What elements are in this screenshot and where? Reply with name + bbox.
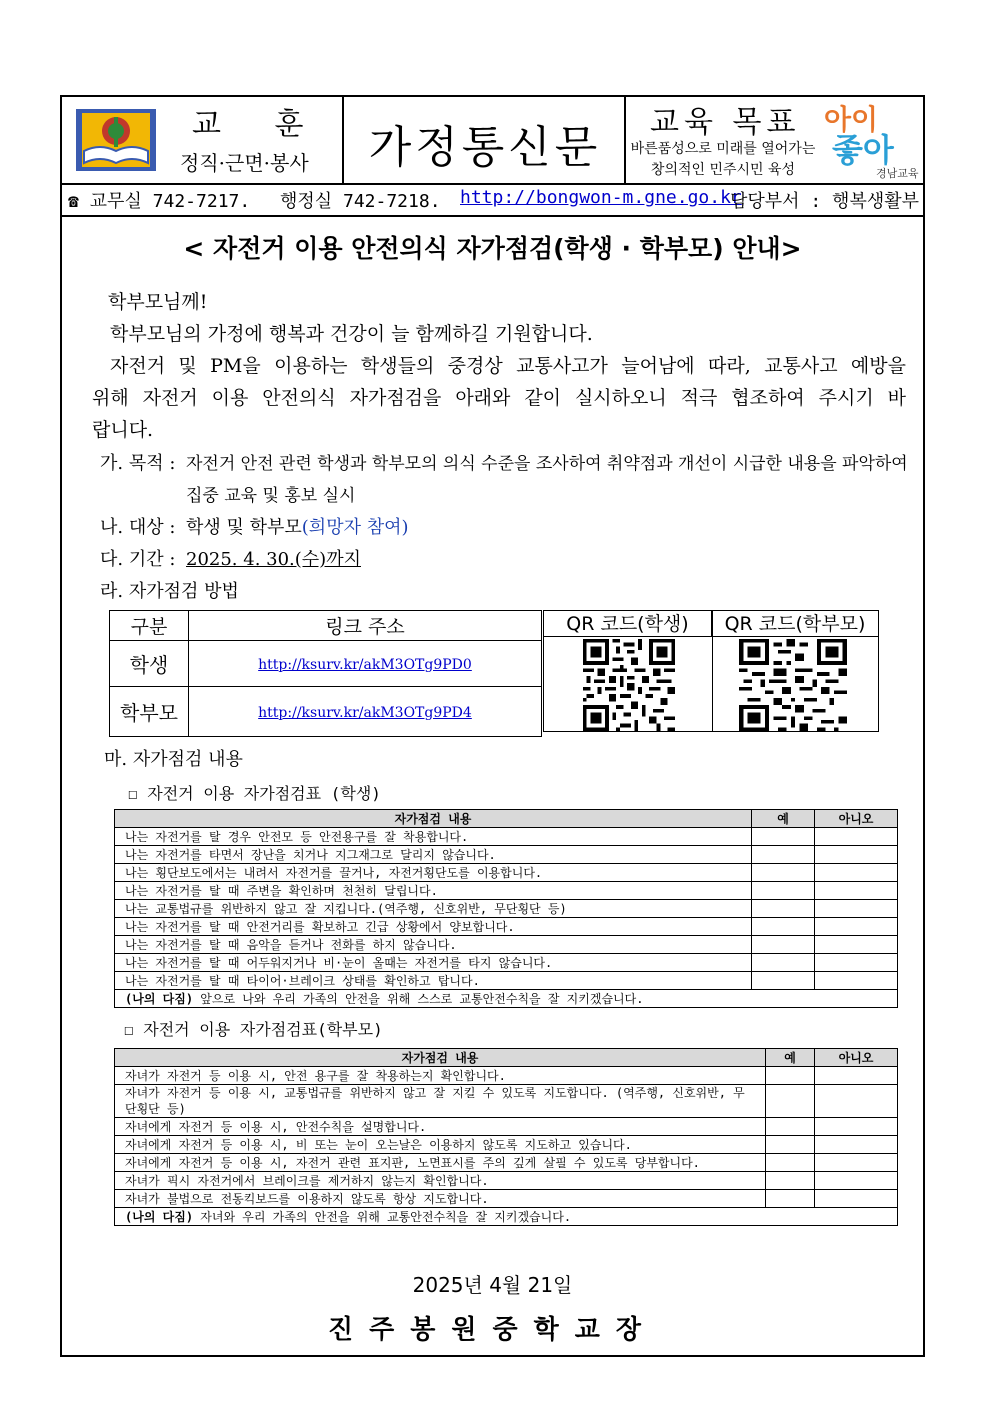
- check-yes-cell[interactable]: [766, 1085, 815, 1118]
- purpose-text-2: 집중 교육 및 홍보 실시: [186, 486, 356, 506]
- check-item-text: 나는 횡단보도에서는 내려서 자전거를 끌거나, 자전거횡단도를 이용합니다.: [115, 864, 752, 882]
- pledge-row: [115, 990, 898, 1008]
- body-line-3: 위해 자전거 이용 안전의식 자가점검을 아래와 같이 실시하오니 적극 협조하여 주시기 바: [92, 387, 906, 409]
- check-item-text: 자녀가 불법으로 전동킥보드를 이용하지 않도록 항상 지도합니다.: [115, 1190, 766, 1208]
- logo-text-2: 좋아: [832, 131, 894, 169]
- check-item-text: 자녀에게 자전거 등 이용 시, 안전수칙을 설명합니다.: [115, 1118, 766, 1136]
- qr-code-student-icon[interactable]: [582, 639, 676, 731]
- pledge-cell: [115, 1208, 898, 1226]
- gyeongnam-education-logo: [818, 99, 922, 181]
- link-row-group: 학생: [110, 641, 189, 687]
- department: 담당부서 : 행복생활부: [730, 191, 920, 212]
- check-yes-cell[interactable]: [766, 1118, 815, 1136]
- check-yes-cell[interactable]: [766, 1154, 815, 1172]
- school-url-link[interactable]: http://bongwon-m.gne.go.kr: [460, 187, 742, 208]
- check-row: [115, 1154, 898, 1172]
- check-row: [115, 1190, 898, 1208]
- link-col-url: 링크 주소: [189, 611, 542, 641]
- principal-signature: 진주봉원중학교장: [328, 1315, 657, 1345]
- check-no-cell[interactable]: [815, 1154, 898, 1172]
- link-table: [109, 610, 542, 737]
- col-no: 아니오: [815, 810, 898, 828]
- purpose-label: 가. 목적 :: [100, 453, 176, 474]
- header: [62, 97, 923, 185]
- logo-text-3: 경남교육: [876, 167, 919, 180]
- check-item-text: 나는 자전거를 탈 때 주변을 확인하며 천천히 달립니다.: [115, 882, 752, 900]
- goal-cell: [626, 97, 927, 183]
- goal-line-2: 창의적인 민주시민 육성: [650, 162, 796, 178]
- parent-survey-link[interactable]: http://ksurv.kr/akM3OTg9PD4: [258, 705, 472, 721]
- link-row-group: 학부모: [110, 687, 189, 737]
- motto-values: 정직·근면·봉사: [180, 151, 309, 175]
- pledge-label: (나의 다짐): [125, 1209, 194, 1224]
- check-item-text: 자녀에게 자전거 등 이용 시, 비 또는 눈이 오는날은 이용하지 않도록 지도하고 있습니다.: [115, 1136, 766, 1154]
- check-row: [115, 918, 898, 936]
- check-item-text: 자녀가 자전거 등 이용 시, 안전 용구를 잘 착용하는지 확인합니다.: [115, 1067, 766, 1085]
- check-item-text: 나는 자전거를 탈 때 안전거리를 확보하고 긴급 상황에서 양보합니다.: [115, 918, 752, 936]
- goal-title: 교육 목표: [650, 105, 801, 140]
- check-no-cell[interactable]: [815, 882, 898, 900]
- check-item-text: 나는 교통법규를 위반하지 않고 잘 지킵니다.(역주행, 신호위반, 무단횡단 등): [115, 900, 752, 918]
- check-no-cell[interactable]: [815, 954, 898, 972]
- pledge-label: (나의 다짐): [125, 991, 194, 1006]
- check-item-text: 나는 자전거를 탈 때 어두워지거나 비·눈이 올때는 자전거를 타지 않습니다.: [115, 954, 752, 972]
- check-item-text: 나는 자전거를 타면서 장난을 치거나 지그재그로 달리지 않습니다.: [115, 846, 752, 864]
- col-content: 자가점검 내용: [115, 1049, 766, 1067]
- body-line-1: 학부모님의 가정에 행복과 건강이 늘 함께하길 기원합니다.: [110, 323, 593, 345]
- check-row: [115, 864, 898, 882]
- target-label: 나. 대상 :: [100, 517, 176, 538]
- check-no-cell[interactable]: [815, 1172, 898, 1190]
- body-line-2: 자전거 및 PM을 이용하는 학생들의 중경상 교통사고가 늘어남에 따라, 교통사고 예방을: [110, 355, 906, 377]
- check-yes-cell[interactable]: [752, 846, 815, 864]
- doc-title: 가정통신문: [368, 122, 602, 173]
- purpose-text-1: 자전거 안전 관련 학생과 학부모의 의식 수준을 조사하여 취약점과 개선이 시급한 내용을 파악하여: [186, 454, 908, 474]
- check-row: [115, 1136, 898, 1154]
- motto-title: 교 훈: [192, 107, 326, 142]
- col-content: 자가점검 내용: [115, 810, 752, 828]
- check-item-text: 나는 자전거를 탈 때 음악을 듣거나 전화를 하지 않습니다.: [115, 936, 752, 954]
- check-no-cell[interactable]: [815, 900, 898, 918]
- check-no-cell[interactable]: [815, 828, 898, 846]
- check-yes-cell[interactable]: [752, 954, 815, 972]
- check-no-cell[interactable]: [815, 1085, 898, 1118]
- phone-admin: 행정실 742-7218.: [280, 191, 441, 212]
- check-row: [115, 1067, 898, 1085]
- logo-text-1: 아이: [824, 103, 879, 136]
- check-row: [115, 828, 898, 846]
- student-check-table: [114, 809, 898, 1008]
- check-row: [115, 1118, 898, 1136]
- check-yes-cell[interactable]: [766, 1136, 815, 1154]
- content-label: 마. 자가점검 내용: [104, 749, 243, 770]
- document-frame: [60, 95, 925, 1357]
- check-no-cell[interactable]: [815, 1118, 898, 1136]
- check-no-cell[interactable]: [815, 864, 898, 882]
- check-row: [115, 1172, 898, 1190]
- goal-text: [630, 139, 816, 181]
- motto-cell: [62, 97, 344, 183]
- school-emblem-icon: [74, 107, 158, 173]
- check-row: [115, 900, 898, 918]
- check-yes-cell[interactable]: [752, 918, 815, 936]
- check-no-cell[interactable]: [815, 936, 898, 954]
- check-yes-cell[interactable]: [752, 864, 815, 882]
- check-no-cell[interactable]: [815, 846, 898, 864]
- parent-check-table: [114, 1048, 898, 1226]
- check-yes-cell[interactable]: [752, 900, 815, 918]
- target-text: 학생 및 학부모: [186, 517, 302, 538]
- col-no: 아니오: [815, 1049, 898, 1067]
- parent-check-title: ☐ 자전거 이용 자가점검표(학부모): [124, 1020, 383, 1039]
- check-item-text: 자녀가 자전거 등 이용 시, 교통법규를 위반하지 않고 잘 지킬 수 있도록 지도합니다. (역주행, 신호위반, 무단횡단 등): [115, 1085, 766, 1118]
- method-label: 라. 자가점검 방법: [100, 581, 239, 602]
- pledge-row: [115, 1208, 898, 1226]
- check-row: [115, 972, 898, 990]
- check-yes-cell[interactable]: [766, 1190, 815, 1208]
- main-title: < 자전거 이용 안전의식 자가점검(학생 · 학부모) 안내>: [183, 234, 802, 263]
- qr-box: [543, 610, 879, 732]
- check-row: [115, 846, 898, 864]
- goal-line-1: 바른품성으로 미래를 열어가는: [630, 141, 816, 157]
- check-row: [115, 954, 898, 972]
- check-no-cell[interactable]: [815, 1136, 898, 1154]
- check-item-text: 나는 자전거를 탈 경우 안전모 등 안전용구를 잘 착용합니다.: [115, 828, 752, 846]
- title-cell: [344, 97, 626, 183]
- check-row: [115, 936, 898, 954]
- body-line-4: 랍니다.: [92, 419, 154, 441]
- greeting: 학부모님께!: [108, 291, 208, 313]
- check-yes-cell[interactable]: [752, 828, 815, 846]
- qr-parent-label: QR 코드(학부모): [712, 611, 878, 637]
- phone-office: ☎ 교무실 742-7217.: [68, 191, 251, 212]
- check-yes-cell[interactable]: [766, 1172, 815, 1190]
- check-yes-cell[interactable]: [752, 972, 815, 990]
- check-no-cell[interactable]: [815, 972, 898, 990]
- period-text: 2025. 4. 30.(수)까지: [186, 549, 361, 570]
- qr-student-label: QR 코드(학생): [544, 611, 712, 637]
- student-check-title: ☐ 자전거 이용 자가점검표 (학생): [128, 784, 381, 803]
- pledge-text: 앞으로 나와 우리 가족의 안전을 위해 스스로 교통안전수칙을 잘 지키겠습니다.: [193, 991, 644, 1006]
- check-item-text: 나는 자전거를 탈 때 타이어·브레이크 상태를 확인하고 탑니다.: [115, 972, 752, 990]
- check-yes-cell[interactable]: [766, 1067, 815, 1085]
- target-note: (희망자 참여): [301, 517, 409, 538]
- check-yes-cell[interactable]: [752, 882, 815, 900]
- check-yes-cell[interactable]: [752, 936, 815, 954]
- issue-date: 2025년 4월 21일: [412, 1273, 573, 1297]
- check-row: [115, 882, 898, 900]
- check-no-cell[interactable]: [815, 1067, 898, 1085]
- col-yes: 예: [766, 1049, 815, 1067]
- qr-code-parent-icon[interactable]: [739, 639, 847, 731]
- student-survey-link[interactable]: http://ksurv.kr/akM3OTg9PD0: [258, 657, 472, 673]
- link-col-group: 구분: [110, 611, 189, 641]
- check-row: [115, 1085, 898, 1118]
- check-item-text: 자녀가 픽시 자전거에서 브레이크를 제거하지 않는지 확인합니다.: [115, 1172, 766, 1190]
- col-yes: 예: [752, 810, 815, 828]
- period-label: 다. 기간 :: [100, 549, 176, 570]
- pledge-text: 자녀와 우리 가족의 안전을 위해 교통안전수칙을 잘 지키겠습니다.: [193, 1209, 572, 1224]
- check-no-cell[interactable]: [815, 918, 898, 936]
- check-item-text: 자녀에게 자전거 등 이용 시, 자전거 관련 표지판, 노면표시를 주의 깊게 살필 수 있도록 당부합니다.: [115, 1154, 766, 1172]
- pledge-cell: [115, 990, 898, 1008]
- check-no-cell[interactable]: [815, 1190, 898, 1208]
- contact-bar: [62, 183, 923, 217]
